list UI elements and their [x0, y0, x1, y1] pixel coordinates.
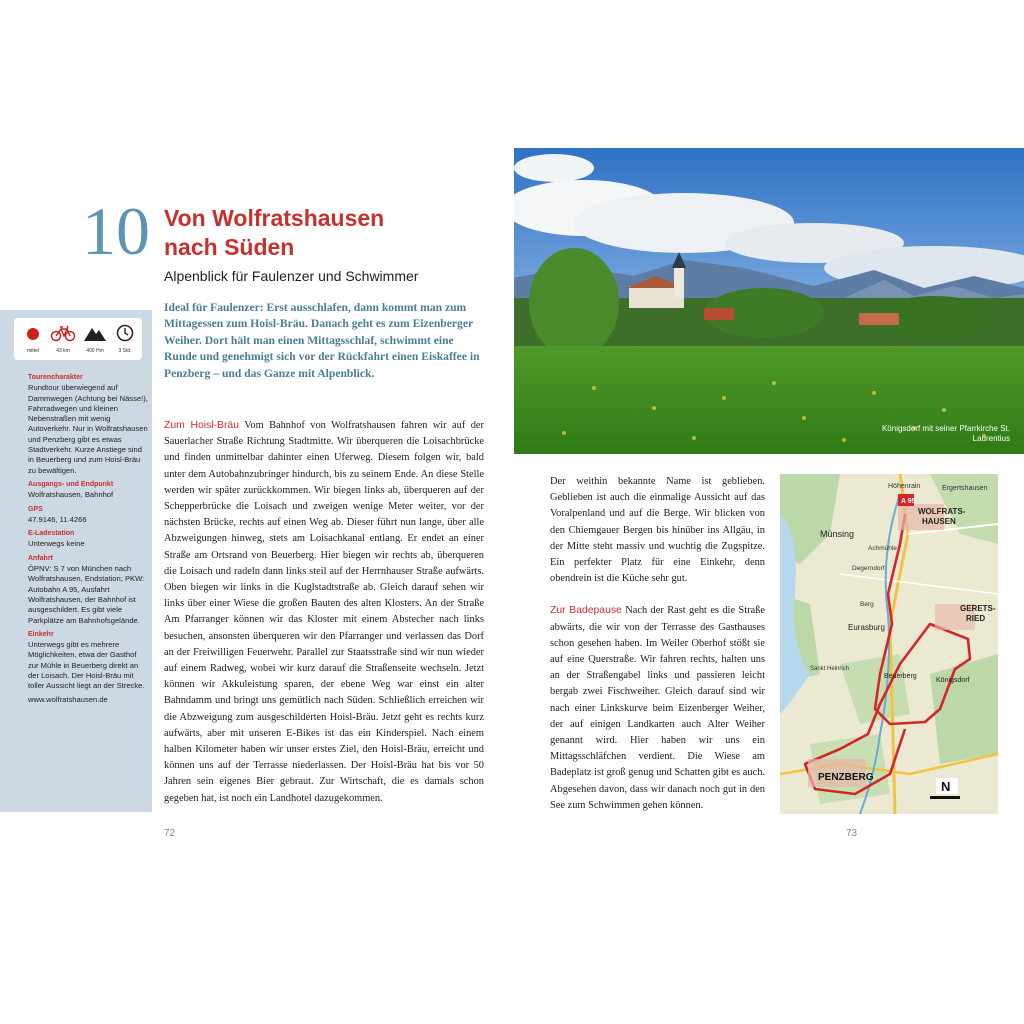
tour-title-line1: Von Wolfratshausen — [164, 205, 385, 231]
stat-difficulty — [18, 324, 48, 354]
stat-duration-value: 3 Std. — [118, 348, 132, 354]
north-arrow-icon: N — [941, 779, 951, 794]
website-link[interactable]: www.wolfratshausen.de — [28, 694, 108, 704]
start-heading: Ausgangs- und Endpunkt — [28, 480, 114, 488]
tour-subtitle: Alpenblick für Faulenzer und Schwimmer — [164, 268, 419, 284]
stat-distance-value: 43 km — [56, 348, 70, 354]
map-label-gerets-2: RIED — [966, 614, 986, 623]
right-paragraph-2 — [550, 603, 765, 814]
map-label-eurasburg: Eurasburg — [848, 623, 885, 632]
start-text: Wolfratshausen, Bahnhof — [28, 490, 114, 500]
map-label-wolfratshausen-2: HAUSEN — [922, 517, 956, 526]
map-label-degerndorf: Degerndorf — [852, 565, 885, 572]
map-autobahn-label: A 95 — [901, 498, 916, 505]
right-body-text — [550, 474, 765, 830]
landscape-photo — [514, 148, 1024, 454]
map-label-achmuehle: Achmühle — [868, 545, 897, 552]
stat-difficulty-value: mittel — [27, 348, 39, 354]
stat-duration — [110, 324, 140, 354]
mountain-icon — [83, 324, 107, 342]
map-label-muensing: Münsing — [820, 529, 855, 539]
clock-icon — [116, 324, 134, 342]
food-text: Unterwegs gibt es mehrere Möglichkeiten, etwa der Gasthof zur Mühle in Beuerberg direkt an der Loisach. Der Hoisl-Bräu mit toller Aussicht liegt an der Strecke. — [28, 640, 145, 691]
route-map — [780, 474, 998, 814]
map-label-wolfratshausen-1: WOLFRATS- — [918, 507, 966, 516]
map-label-penzberg: PENZBERG — [818, 772, 874, 783]
stat-distance — [48, 324, 78, 354]
arrival-heading: Anfahrt — [28, 554, 53, 562]
food-heading: Einkehr — [28, 630, 54, 638]
right-paragraph-1: Der weithin bekannte Name ist geblieben. Geblieben ist auch die einmalige Aussicht auf das Voralpenland und auf die Berge. Wir blicken von den Chiemgauer Bergen bis hinüber ins Allgäu, in der Mitte steht massiv und wuchtig die Zugspitze. Ein perfekter Platz für eine Einkehr, denn obendrein ist die Küche sehr gut. — [550, 476, 765, 585]
section-lead-hoisl-braeu: Zum Hoisl-Bräu — [164, 420, 239, 431]
map-label-gerets-1: GERETS- — [960, 604, 996, 613]
stat-elevation-value: 400 Hm — [86, 348, 104, 354]
tourencharakter-heading: Tourencharakter — [28, 374, 83, 381]
map-label-hohenrain: Höhenrain — [888, 483, 921, 490]
difficulty-dot-icon — [24, 324, 42, 342]
left-page-number: 72 — [164, 828, 176, 839]
sidebar-details — [28, 372, 148, 708]
section-lead-badepause: Zur Badepause — [550, 605, 622, 617]
gps-heading: GPS — [28, 505, 43, 513]
right-paragraph-2-text: Nach der Rast geht es die Straße abwärts, die wir von der Terrasse des Gasthauses schon gesehen haben. Im Weiler Oberhof stößt sie auf eine Querstraße. Wir fahren rechts, halten uns an der Straßengabel links und passieren leicht bergab zwei Fischweiher. Gleich darauf sind wir nach einer Linkskurve beim Eizenberger Weiher, der auf einigen Landkarten auch Alter Weiher genannt wird. Hier haben wir uns ein Mittagsschläfchen verdient. Die Wiese am Badeplatz ist groß genug und Schatten gibt es auch. Abgesehen davon, dass wir danach noch gut in den See zum Schwimmen gehen können. — [550, 605, 765, 811]
map-label-beuerberg: Beuerberg — [884, 673, 917, 680]
stats-box — [14, 318, 142, 360]
intro-paragraph: Ideal für Faulenzer: Erst ausschlafen, dann kommt man zum Mittagessen zum Hoisl-Bräu. Danach geht es zum Eizenberger Weiher. Dort hält man einen Mittagsschlaf, schwimmt eine Runde und genehmigt sich vor der Rückfahrt einen Eiskaffee in Penzberg – und das Ganze mit Alpenblick. — [164, 301, 480, 380]
tour-title — [164, 204, 484, 262]
route-map-graphic — [780, 474, 998, 814]
map-label-sankt-heinrich: Sankt Heinrich — [810, 666, 850, 672]
info-sidebar — [0, 310, 152, 812]
stat-elevation — [80, 324, 110, 354]
tour-number: 10 — [82, 193, 150, 269]
right-page-number: 73 — [846, 828, 858, 839]
map-label-ergertshausen: Ergertshausen — [942, 485, 988, 492]
tourencharakter-text: Rundtour überwiegend auf Dammwegen (Achtung bei Nässe!), Fahrradwegen und kleinen Nebenstraßen mit wenig Autoverkehr. Nur in Wolfratshausen und Penzberg gibt es etwas Stadtverkehr. Kurze Anstiege sind in Beuerberg und zum Hoisl-Bräu zu bewältigen. — [28, 383, 148, 475]
map-label-koenigsdorf: Königsdorf — [936, 677, 970, 684]
photo-caption: Königsdorf mit seiner Pfarrkirche St. Laurentius — [881, 424, 1010, 443]
bicycle-icon — [50, 324, 76, 342]
tour-title-line2: nach Süden — [164, 234, 295, 260]
photo-illustration — [514, 148, 1024, 454]
left-body-paragraph: Vom Bahnhof von Wolfratshausen fahren wir auf der Sauerlacher Straße Richtung Stadtmitte. Wir überqueren die Loisachbrücke und finden unmittelbar dahinter einen Uferweg. Diesem folgen wir, bald unter dem Autobahnzubringer hindurch, bis zu seinem Ende. An diese Stelle werden wir später zurückkommen. Wir biegen links ab, überqueren auf der Schepperbrücke die Loisach und zweigen wenige Meter weiter, vor der nächsten Brücke, rechts auf einen Weg ab. Dieser führt nun lange, über alle Abzweigungen hinweg, stets am Loisachkanal entlang. Er endet an einer Straße am Ortsrand von Beuerberg. Hier biegen wir rechts ab, überqueren die Loisach und radeln dann links steil auf der Herrnhauser Straße aufwärts. Oben biegen wir links in die Kuglstadtstraße ab. Gleich darauf sehen wir links über einer Wiese die großen Bauten des alten Klosters. An der Straße Am Pfarranger können wir das Kloster mit einem Abstecher nach links besuchen, ansonsten überqueren wir den Pfarranger und verlassen das Dorf an der Freiwilligen Feuerwehr. Parallel zur Staatsstraße sind wir nun wieder auf einem Radweg, wobei wir kurz darauf die Straßenseite wechseln. Jetzt können wir Akkuleistung sparen, der ebene Weg war einst ein alter Bahndamm und bringt uns gemütlich nach Süden. Schließlich erreichen wir die Abzweigung zum ausgeschilderten Hoisl-Bräu. Jetzt geht es rechts kurz aufwärts, aber mit unseren E-Bikes ist das ein Kinderspiel. Nach einem halben Kilometer haben wir unser erstes Ziel, den Hoisl-Bräu, erreicht und können uns auf der Terrasse niederlassen. Der Hoisl-Bräu hat bis vor 50 Jahren sein eigenes Bier gebraut. Zur Wirtschaft, die es damals schon gegeben hat, ist noch ein Landhotel dazugekommen. — [164, 420, 484, 804]
arrival-text: ÖPNV: S 7 von München nach Wolfratshausen, Endstation; PKW: Autobahn A 95, Ausfahrt Wolfratshausen, der Bahnhof ist ausgeschildert. Es gibt viele Parkplätze am Bahnhofsgelände. — [28, 564, 145, 625]
charging-text: Unterwegs keine — [28, 539, 85, 549]
gps-text: 47.9146, 11.4266 — [28, 514, 87, 524]
charging-heading: E-Ladestation — [28, 530, 75, 538]
left-body-text — [164, 418, 484, 807]
map-label-berg: Berg — [860, 601, 874, 608]
